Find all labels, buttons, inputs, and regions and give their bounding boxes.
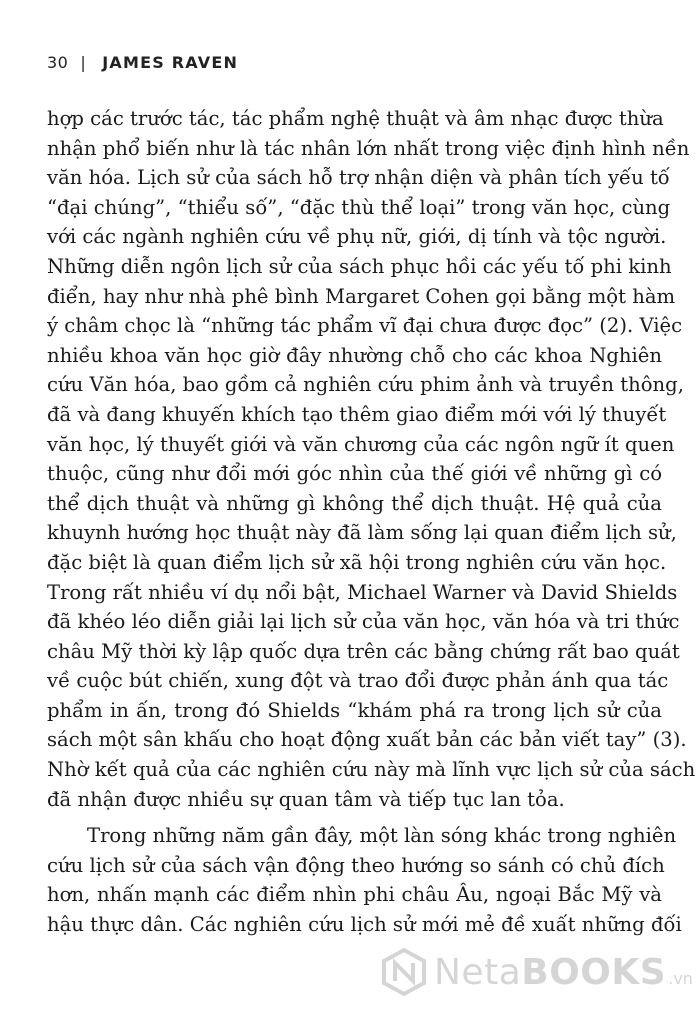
text-line: văn học, lý thuyết giới và văn chương của các ngôn ngữ ít quen <box>47 432 675 456</box>
text-line: ý châm chọc là “những tác phẩm vĩ đại chưa được đọc” (2). Việc <box>47 314 683 338</box>
text-line: đã nhận được nhiều sự quan tâm và tiếp tục lan tỏa. <box>47 787 565 811</box>
watermark-brand-bold: BOOKS <box>521 951 667 993</box>
watermark-domain: .vn <box>668 969 693 988</box>
text-line: “đại chúng”, “thiểu số”, “đặc thù thể loại” trong văn học, cùng <box>47 195 671 219</box>
paragraph-2 <box>47 821 682 939</box>
text-line: cứu lịch sử của sách vận động theo hướng so sánh có chủ đích <box>47 853 665 877</box>
text-line: phẩm in ấn, trong đó Shields “khám phá ra trong lịch sử của <box>47 698 662 722</box>
watermark-brand <box>434 952 666 993</box>
text-line: cứu Văn hóa, bao gồm cả nghiên cứu phim ảnh và truyền thông, <box>47 373 684 397</box>
text-line: với các ngành nghiên cứu về phụ nữ, giới, dị tính và tộc người. <box>47 225 667 249</box>
text-line: văn hóa. Lịch sử của sách hỗ trợ nhận diện và phân tích yếu tố <box>47 166 670 190</box>
body-text <box>47 104 696 940</box>
text-line: về cuộc bút chiến, xung đột và trao đổi được phản ánh qua tác <box>47 669 669 693</box>
text-line: hơn, nhấn mạnh các điểm nhìn phi châu Âu, ngoại Bắc Mỹ và <box>47 883 662 907</box>
paragraph-1 <box>47 104 696 814</box>
watermark <box>380 948 693 996</box>
text-line: nhận phổ biến như là tác nhân lớn nhất trong việc định hình nền <box>47 136 690 160</box>
text-line: thuộc, cũng như đổi mới góc nhìn của thế giới về những gì có <box>47 462 662 486</box>
text-line: sách một sân khấu cho hoạt động xuất bản các bản viết tay” (3). <box>47 728 687 752</box>
netabooks-logo-icon <box>380 948 428 996</box>
text-line: Trong những năm gần đây, một làn sóng khác trong nghiên <box>87 824 677 848</box>
text-line: thể dịch thuật và những gì không thể dịch thuật. Hệ quả của <box>47 491 662 515</box>
text-line: khuynh hướng học thuật này đã làm sống lại quan điểm lịch sử, <box>47 521 677 545</box>
text-line: Nhờ kết quả của các nghiên cứu này mà lĩnh vực lịch sử của sách <box>47 758 696 782</box>
text-line: đã và đang khuyến khích tạo thêm giao điểm mới với lý thuyết <box>47 402 667 426</box>
text-line: nhiều khoa văn học giờ đây nhường chỗ cho các khoa Nghiên <box>47 343 662 367</box>
header-author: JAMES RAVEN <box>102 52 239 72</box>
watermark-brand-regular: Neta <box>434 951 522 993</box>
text-line: Những diễn ngôn lịch sử của sách phục hồi các yếu tố phi kinh <box>47 254 672 278</box>
paragraph-gap <box>47 814 662 821</box>
text-line: hợp các trước tác, tác phẩm nghệ thuật và âm nhạc được thừa <box>47 107 664 130</box>
text-line: đặc biệt là quan điểm lịch sử xã hội trong nghiên cứu văn học. <box>47 550 667 574</box>
header-separator: | <box>80 52 87 72</box>
text-line: điển, hay như nhà phê bình Margaret Cohen gọi bằng một hàm <box>47 284 676 308</box>
text-line: châu Mỹ thời kỳ lập quốc dựa trên các bằng chứng rất bao quát <box>47 639 680 663</box>
text-line: Trong rất nhiều ví dụ nổi bật, Michael Warner và David Shields <box>47 580 678 604</box>
page-number: 30 <box>47 52 69 72</box>
running-header <box>47 50 238 74</box>
text-line: đã khéo léo diễn giải lại lịch sử của văn học, văn hóa và tri thức <box>47 610 680 634</box>
text-line: hậu thực dân. Các nghiên cứu lịch sử mới mẻ đề xuất những đối <box>47 913 682 937</box>
